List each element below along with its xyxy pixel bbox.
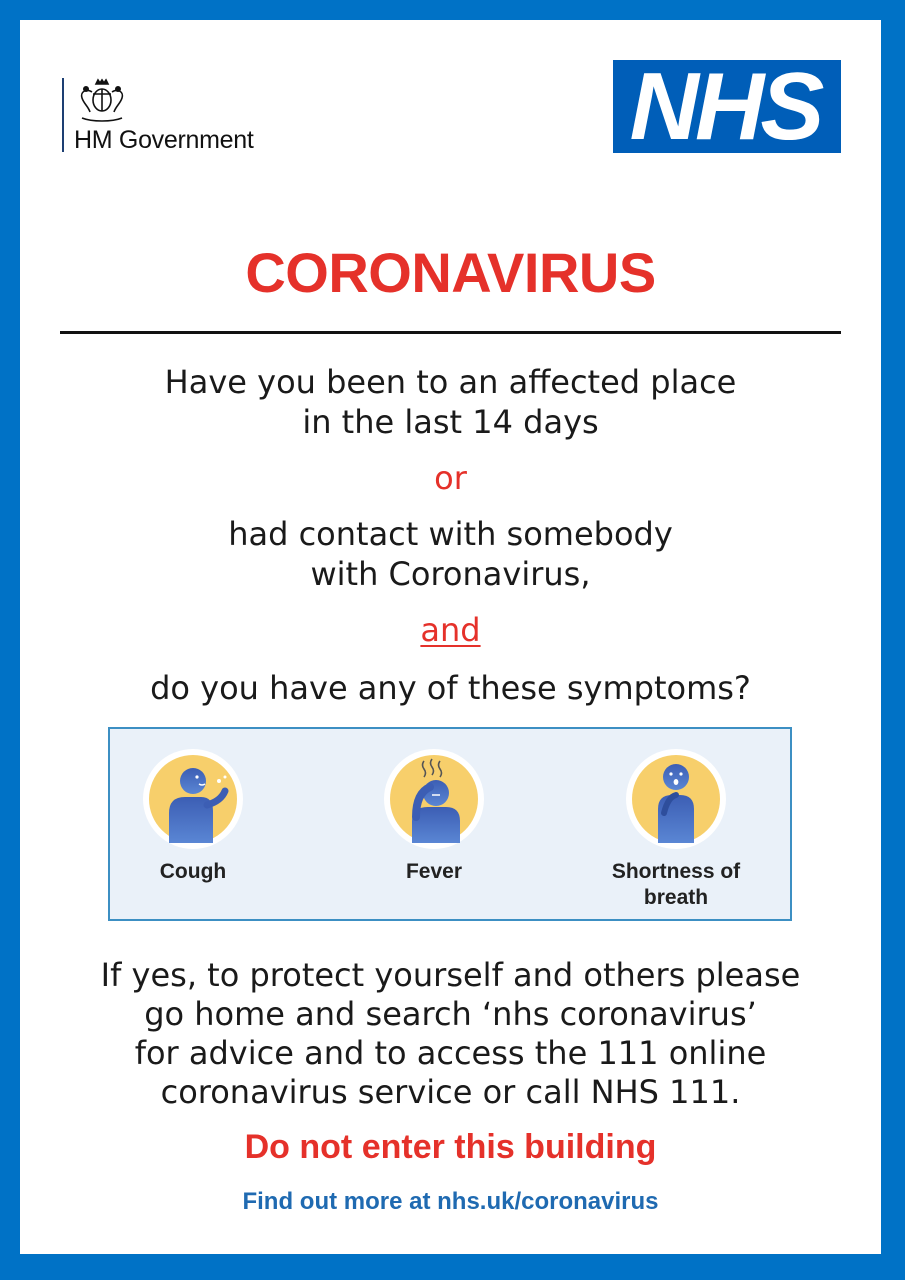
warning-text: Do not enter this building <box>244 1128 657 1166</box>
nhs-logo-text: NHS <box>629 52 821 160</box>
advice-line: for advice and to access the 111 online <box>134 1034 767 1072</box>
question-part-3 <box>20 668 881 708</box>
or-connector: or <box>434 459 467 497</box>
advice-text <box>20 956 881 1112</box>
advice-line: If yes, to protect yourself and others please <box>100 956 801 994</box>
question-part-2 <box>20 514 881 594</box>
advice-line: go home and search ‘nhs coronavirus’ <box>144 995 757 1033</box>
symptom-label-line: Shortness of <box>611 860 741 883</box>
advice-line: coronavirus service or call NHS 111. <box>160 1073 741 1111</box>
hm-government-logo <box>62 78 254 152</box>
royal-crest-icon <box>74 78 130 122</box>
fever-icon <box>382 747 486 851</box>
question-line: do you have any of these symptoms? <box>150 669 751 707</box>
page-title: CORONAVIRUS <box>245 241 656 304</box>
question-line: with Coronavirus, <box>310 555 591 593</box>
symptom-fever <box>344 747 524 885</box>
cough-icon <box>141 747 245 851</box>
symptom-label <box>586 859 766 911</box>
question-line: Have you been to an affected place <box>164 363 737 401</box>
hm-government-label: HM Government <box>74 126 254 154</box>
and-connector <box>20 610 881 650</box>
question-line: had contact with somebody <box>228 515 673 553</box>
shortness-of-breath-icon <box>624 747 728 851</box>
symptom-shortness-of-breath <box>586 747 766 911</box>
symptom-label: Cough <box>159 860 227 883</box>
symptom-label: Fever <box>405 860 463 883</box>
question-line: in the last 14 days <box>302 403 599 441</box>
and-text: and <box>420 611 481 649</box>
title-divider <box>60 331 841 334</box>
find-out-more-link[interactable]: Find out more at nhs.uk/coronavirus <box>242 1188 659 1215</box>
symptoms-panel <box>108 727 792 921</box>
symptom-label-line: breath <box>643 886 709 909</box>
poster-content <box>20 20 881 1254</box>
nhs-logo <box>613 52 841 160</box>
symptom-cough <box>103 747 283 885</box>
question-part-1 <box>20 362 881 442</box>
